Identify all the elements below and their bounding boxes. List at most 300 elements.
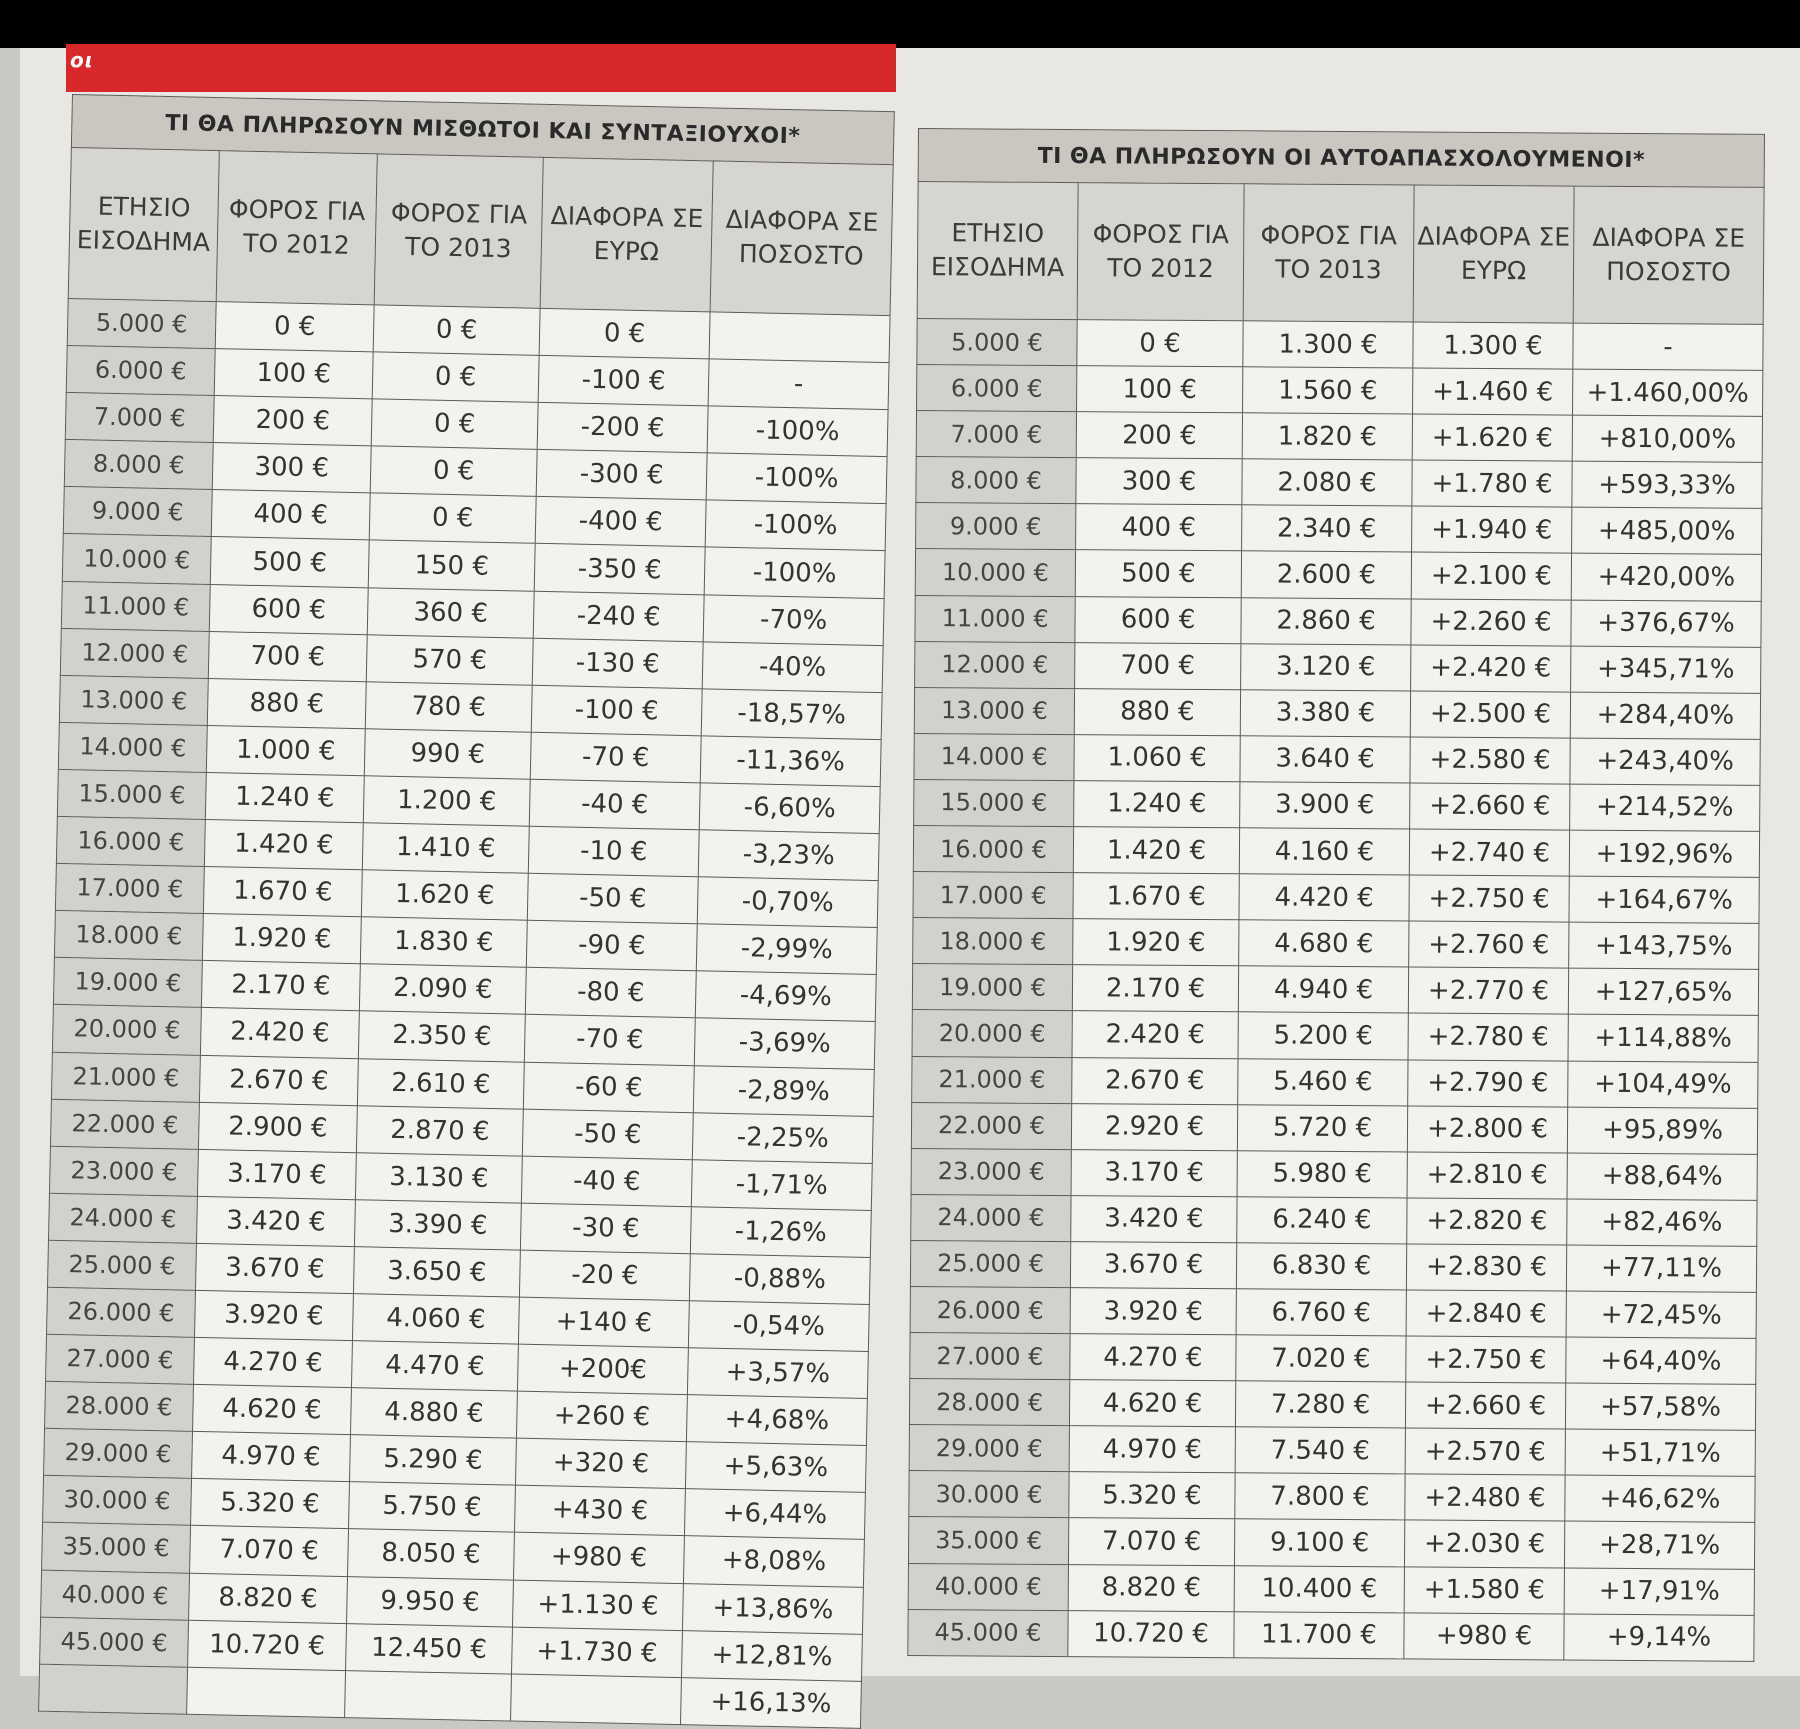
tax-2012-cell: 200 € (213, 396, 372, 446)
income-cell: 6.000 € (917, 365, 1077, 412)
tax-2012-cell: 300 € (212, 443, 371, 493)
tax-2013-cell (345, 1670, 512, 1721)
tax-2013-cell: 4.160 € (1239, 828, 1409, 875)
salaried-tax-table (38, 94, 895, 1729)
tax-2012-cell: 4.270 € (1070, 1334, 1236, 1381)
tax-2012-cell: 2.900 € (198, 1102, 357, 1152)
table-row (914, 687, 1760, 739)
diff-percent-cell: +243,40% (1570, 738, 1760, 785)
tax-2012-cell: 3.670 € (1070, 1241, 1236, 1288)
tax-2012-cell: 1.420 € (1073, 827, 1239, 874)
section-red-band (66, 44, 896, 92)
tax-2013-cell: 3.120 € (1241, 643, 1411, 690)
tax-2013-cell: 2.860 € (1241, 597, 1411, 644)
diff-percent-cell: +95,89% (1567, 1107, 1757, 1154)
header-tax-2013: ΦΟΡΟΣ ΓΙΑ ΤΟ 2013 (1243, 184, 1414, 322)
diff-euro-cell: +1.580 € (1404, 1566, 1564, 1613)
diff-percent-cell: -2,99% (696, 924, 877, 975)
table-row (908, 1517, 1754, 1569)
tax-2012-cell: 880 € (1074, 688, 1240, 735)
section-kicker: οι (70, 48, 94, 72)
income-cell: 23.000 € (49, 1146, 198, 1196)
tax-2013-cell: 6.240 € (1237, 1197, 1407, 1244)
diff-percent-cell: +64,40% (1566, 1337, 1756, 1384)
diff-euro-cell: +2.480 € (1405, 1474, 1565, 1521)
table-row (911, 1102, 1757, 1154)
tax-2013-cell: 5.200 € (1238, 1012, 1408, 1059)
tax-2013-cell: 2.090 € (359, 964, 526, 1015)
diff-euro-cell: +980 € (513, 1533, 684, 1584)
income-cell: 18.000 € (913, 918, 1073, 965)
tax-2013-cell: 0 € (371, 399, 538, 450)
diff-euro-cell: +2.420 € (1411, 645, 1571, 692)
diff-euro-cell: 0 € (539, 308, 710, 359)
income-cell: 35.000 € (908, 1517, 1068, 1564)
diff-percent-cell: +284,40% (1570, 692, 1760, 739)
diff-euro-cell: -40 € (529, 779, 700, 830)
table-row (915, 641, 1761, 693)
diff-percent-cell: +420,00% (1571, 554, 1761, 601)
diff-percent-cell: +104,49% (1568, 1061, 1758, 1108)
header-diff-euro: ΔΙΑΦΟΡΑ ΣΕ ΕΥΡΩ (540, 157, 713, 312)
diff-euro-cell: -240 € (533, 591, 704, 642)
diff-percent-cell: -100% (706, 453, 887, 504)
diff-percent-cell: +192,96% (1569, 830, 1759, 877)
income-cell: 35.000 € (42, 1523, 191, 1573)
tax-2013-cell: 12.450 € (346, 1623, 513, 1674)
table-row (914, 779, 1760, 831)
tax-2013-cell: 2.340 € (1242, 505, 1412, 552)
income-cell: 24.000 € (911, 1194, 1071, 1241)
tax-2013-cell: 1.560 € (1243, 367, 1413, 414)
header-annual-income: ΕΤΗΣΙΟ ΕΙΣΟΔΗΜΑ (917, 182, 1078, 320)
income-cell: 5.000 € (67, 298, 216, 348)
diff-percent-cell: +593,33% (1572, 461, 1762, 508)
table-row (916, 457, 1762, 509)
tax-2013-cell: 1.620 € (361, 870, 528, 921)
header-tax-2013: ΦΟΡΟΣ ΓΙΑ ΤΟ 2013 (374, 154, 543, 308)
income-cell: 25.000 € (910, 1240, 1070, 1287)
diff-percent-cell: -11,36% (700, 736, 881, 787)
diff-percent-cell: -2,89% (693, 1065, 874, 1116)
income-cell: 14.000 € (914, 733, 1074, 780)
table-row (913, 826, 1759, 878)
income-cell: 18.000 € (54, 911, 203, 961)
tax-2013-cell: 0 € (369, 493, 536, 544)
tax-2013-cell: 3.380 € (1240, 690, 1410, 737)
tax-2013-cell: 5.750 € (349, 1482, 516, 1533)
table-row (913, 918, 1759, 970)
tax-2013-cell: 3.900 € (1240, 782, 1410, 829)
income-cell: 9.000 € (63, 487, 212, 537)
tax-2012-cell: 1.670 € (203, 867, 362, 917)
table-row (910, 1286, 1756, 1338)
income-cell: 11.000 € (915, 595, 1075, 642)
diff-percent-cell: -6,60% (699, 783, 880, 834)
income-cell: 17.000 € (913, 872, 1073, 919)
tax-2012-cell: 500 € (210, 537, 369, 587)
income-cell: 29.000 € (44, 1428, 193, 1478)
income-cell: 13.000 € (914, 687, 1074, 734)
table-row (913, 872, 1759, 924)
diff-percent-cell: -70% (703, 594, 884, 645)
diff-percent-cell: +6,44% (684, 1489, 865, 1540)
income-cell: 6.000 € (66, 346, 215, 396)
income-cell: 28.000 € (909, 1379, 1069, 1426)
income-cell: 24.000 € (48, 1193, 197, 1243)
tax-2013-cell: 7.540 € (1235, 1427, 1405, 1474)
diff-percent-cell: +51,71% (1565, 1429, 1755, 1476)
diff-percent-cell: +28,71% (1564, 1521, 1754, 1568)
diff-euro-cell: -200 € (537, 403, 708, 454)
income-cell: 22.000 € (911, 1102, 1071, 1149)
diff-euro-cell: +2.500 € (1410, 691, 1570, 738)
tax-2012-cell: 8.820 € (1068, 1564, 1234, 1611)
diff-percent-cell: +12,81% (681, 1630, 862, 1681)
income-cell: 30.000 € (43, 1476, 192, 1526)
tax-2012-cell: 1.920 € (202, 914, 361, 964)
tax-2012-cell: 3.670 € (195, 1243, 354, 1293)
tax-2013-cell: 4.470 € (351, 1341, 518, 1392)
tax-2012-cell: 2.670 € (1072, 1057, 1238, 1104)
tax-2012-cell: 4.270 € (194, 1337, 353, 1387)
diff-percent-cell: +1.460,00% (1573, 369, 1763, 416)
tax-2012-cell: 500 € (1075, 550, 1241, 597)
tax-2013-cell: 4.880 € (350, 1388, 517, 1439)
tax-2013-cell: 990 € (364, 729, 531, 780)
diff-euro-cell: +2.030 € (1404, 1520, 1564, 1567)
header-annual-income: ΕΤΗΣΙΟ ΕΙΣΟΔΗΜΑ (68, 147, 219, 301)
tax-2012-cell: 2.170 € (1072, 965, 1238, 1012)
diff-euro-cell: -70 € (524, 1015, 695, 1066)
diff-euro-cell: +2.100 € (1411, 552, 1571, 599)
diff-euro-cell: +140 € (518, 1297, 689, 1348)
income-cell: 5.000 € (917, 318, 1077, 365)
diff-euro-cell: +2.750 € (1409, 875, 1569, 922)
tax-2013-cell: 7.800 € (1235, 1473, 1405, 1520)
diff-euro-cell: +1.780 € (1412, 460, 1572, 507)
tax-2012-cell: 1.920 € (1073, 919, 1239, 966)
tax-2013-cell: 4.060 € (352, 1294, 519, 1345)
diff-percent-cell: +345,71% (1571, 646, 1761, 693)
table-row (911, 1148, 1757, 1200)
income-cell: 12.000 € (60, 628, 209, 678)
income-cell: 15.000 € (57, 769, 206, 819)
diff-euro-cell: +2.660 € (1410, 783, 1570, 830)
tax-2012-cell: 100 € (214, 349, 373, 399)
income-cell: 14.000 € (58, 722, 207, 772)
tax-2013-cell: 9.100 € (1234, 1519, 1404, 1566)
income-cell: 7.000 € (65, 393, 214, 443)
header-diff-percent: ΔΙΑΦΟΡΑ ΣΕ ΠΟΣΟΣΤΟ (710, 161, 893, 316)
diff-percent-cell: +57,58% (1565, 1383, 1755, 1430)
diff-euro-cell: +320 € (515, 1438, 686, 1489)
tax-2012-cell: 600 € (1075, 596, 1241, 643)
tax-2012-cell: 8.820 € (189, 1573, 348, 1623)
tax-2013-cell: 5.460 € (1238, 1058, 1408, 1105)
tax-2012-cell: 1.240 € (1074, 781, 1240, 828)
income-cell: 40.000 € (41, 1570, 190, 1620)
tax-2012-cell: 2.420 € (200, 1008, 359, 1058)
diff-percent-cell: -0,88% (689, 1254, 870, 1305)
diff-euro-cell: -70 € (530, 732, 701, 783)
income-cell: 45.000 € (908, 1609, 1068, 1656)
income-cell: 15.000 € (914, 779, 1074, 826)
income-cell: 20.000 € (52, 1005, 201, 1055)
diff-percent-cell: +17,91% (1564, 1568, 1754, 1615)
tax-2013-cell: 150 € (368, 540, 535, 591)
tax-2013-cell: 0 € (373, 305, 540, 356)
income-cell: 9.000 € (916, 503, 1076, 550)
tax-2012-cell: 3.170 € (1071, 1149, 1237, 1196)
diff-percent-cell: - (708, 359, 889, 410)
diff-percent-cell: +46,62% (1565, 1475, 1755, 1522)
diff-euro-cell: +2.660 € (1405, 1382, 1565, 1429)
tax-2012-cell: 700 € (1075, 642, 1241, 689)
tax-2013-cell: 2.610 € (357, 1058, 524, 1109)
income-cell: 25.000 € (48, 1240, 197, 1290)
diff-percent-cell: +77,11% (1566, 1245, 1756, 1292)
diff-euro-cell: -10 € (528, 826, 699, 877)
diff-euro-cell: -40 € (521, 1156, 692, 1207)
tax-2012-cell: 4.620 € (1069, 1380, 1235, 1427)
tax-2012-cell: 1.000 € (206, 725, 365, 775)
tax-2012-cell: 3.420 € (1071, 1195, 1237, 1242)
table-row (917, 318, 1763, 370)
diff-euro-cell: +2.790 € (1408, 1059, 1568, 1106)
tax-2013-cell: 6.760 € (1236, 1289, 1406, 1336)
table-row (912, 1056, 1758, 1108)
tax-2013-cell: 5.290 € (349, 1435, 516, 1486)
diff-percent-cell: +810,00% (1572, 415, 1762, 462)
diff-euro-cell: +1.130 € (512, 1580, 683, 1631)
header-tax-2012: ΦΟΡΟΣ ΓΙΑ ΤΟ 2012 (216, 151, 377, 305)
diff-euro-cell: +2.800 € (1407, 1106, 1567, 1153)
income-cell: 17.000 € (55, 863, 204, 913)
income-cell: 26.000 € (47, 1287, 196, 1337)
tax-2013-cell: 10.400 € (1234, 1565, 1404, 1612)
tax-2012-cell: 0 € (1077, 320, 1243, 367)
diff-euro-cell: +200€ (517, 1344, 688, 1395)
diff-euro-cell: 1.300 € (1413, 322, 1573, 369)
tax-2013-cell: 3.650 € (353, 1247, 520, 1298)
diff-percent-cell: +5,63% (685, 1442, 866, 1493)
tax-2012-cell: 4.970 € (192, 1432, 351, 1482)
diff-euro-cell: -400 € (535, 497, 706, 548)
diff-euro-cell: +2.770 € (1408, 967, 1568, 1014)
tax-2012-cell: 5.320 € (1069, 1472, 1235, 1519)
diff-percent-cell: +114,88% (1568, 1014, 1758, 1061)
diff-percent-cell: +8,08% (683, 1536, 864, 1587)
diff-euro-cell: -50 € (527, 873, 698, 924)
income-cell: 16.000 € (913, 826, 1073, 873)
income-cell: 19.000 € (912, 964, 1072, 1011)
tax-2012-cell: 5.320 € (191, 1479, 350, 1529)
tax-2013-cell: 780 € (365, 682, 532, 733)
diff-euro-cell: +2.580 € (1410, 737, 1570, 784)
tax-2012-cell: 2.920 € (1071, 1103, 1237, 1150)
table-row (912, 1010, 1758, 1062)
tax-2012-cell: 1.060 € (1074, 734, 1240, 781)
income-cell: 19.000 € (53, 958, 202, 1008)
tax-2012-cell: 3.170 € (197, 1149, 356, 1199)
tax-2013-cell: 7.020 € (1236, 1335, 1406, 1382)
tax-2012-cell: 3.920 € (1070, 1288, 1236, 1335)
tax-2013-cell: 7.280 € (1235, 1381, 1405, 1428)
diff-euro-cell: +260 € (516, 1391, 687, 1442)
income-cell: 28.000 € (45, 1381, 194, 1431)
tax-2012-cell: 2.420 € (1072, 1011, 1238, 1058)
diff-euro-cell: +1.460 € (1413, 368, 1573, 415)
diff-euro-cell: +2.830 € (1406, 1244, 1566, 1291)
tax-2013-cell: 1.830 € (360, 917, 527, 968)
tax-2013-cell: 9.950 € (347, 1576, 514, 1627)
income-cell: 26.000 € (910, 1286, 1070, 1333)
tax-2013-cell: 4.420 € (1239, 874, 1409, 921)
diff-percent-cell: +164,67% (1569, 876, 1759, 923)
diff-euro-cell: +2.740 € (1409, 829, 1569, 876)
income-cell: 7.000 € (916, 411, 1076, 458)
tax-2013-cell: 1.200 € (363, 776, 530, 827)
tax-2013-cell: 2.350 € (358, 1011, 525, 1062)
table-row (909, 1425, 1755, 1477)
income-cell: 10.000 € (915, 549, 1075, 596)
diff-percent-cell (709, 312, 890, 363)
table-row (910, 1333, 1756, 1385)
tax-2013-cell: 5.720 € (1237, 1104, 1407, 1151)
income-cell: 12.000 € (915, 641, 1075, 688)
diff-percent-cell: -0,54% (688, 1301, 869, 1352)
income-cell: 16.000 € (56, 816, 205, 866)
diff-percent-cell: +143,75% (1569, 922, 1759, 969)
diff-euro-cell (511, 1674, 682, 1725)
table-row (917, 365, 1763, 417)
diff-percent-cell: +376,67% (1571, 600, 1761, 647)
tax-2013-cell: 3.390 € (354, 1199, 521, 1250)
diff-euro-cell: +2.570 € (1405, 1428, 1565, 1475)
income-cell: 23.000 € (911, 1148, 1071, 1195)
income-cell: 20.000 € (912, 1010, 1072, 1057)
diff-percent-cell: -4,69% (695, 971, 876, 1022)
tax-2013-cell: 1.410 € (362, 823, 529, 874)
tax-2012-cell: 400 € (1076, 504, 1242, 551)
diff-euro-cell: +1.940 € (1412, 506, 1572, 553)
header-diff-percent: ΔΙΑΦΟΡΑ ΣΕ ΠΟΣΟΣΤΟ (1573, 186, 1764, 324)
income-cell: 27.000 € (46, 1334, 195, 1384)
income-cell: 10.000 € (62, 534, 211, 584)
diff-euro-cell: +2.760 € (1409, 921, 1569, 968)
tax-2013-cell: 360 € (367, 587, 534, 638)
table-row (910, 1240, 1756, 1292)
diff-percent-cell: -3,69% (694, 1018, 875, 1069)
tax-2013-cell: 6.830 € (1236, 1243, 1406, 1290)
diff-percent-cell: -1,71% (691, 1159, 872, 1210)
diff-percent-cell: +16,13% (680, 1677, 861, 1728)
tax-2012-cell (187, 1667, 346, 1717)
tax-2013-cell: 4.940 € (1238, 966, 1408, 1013)
tax-2013-cell: 2.870 € (356, 1105, 523, 1156)
tax-2012-cell: 200 € (1076, 412, 1242, 459)
diff-euro-cell: -30 € (520, 1203, 691, 1254)
tax-2012-cell: 0 € (215, 302, 374, 352)
diff-percent-cell: +82,46% (1567, 1199, 1757, 1246)
table-row (911, 1194, 1757, 1246)
tax-2012-cell: 3.920 € (194, 1290, 353, 1340)
diff-percent-cell: -1,26% (690, 1206, 871, 1257)
income-cell: 45.000 € (40, 1617, 189, 1667)
tax-2013-cell: 5.980 € (1237, 1150, 1407, 1197)
diff-euro-cell: -80 € (525, 968, 696, 1019)
diff-euro-cell: -20 € (519, 1250, 690, 1301)
diff-euro-cell: +2.820 € (1407, 1198, 1567, 1245)
tax-2013-cell: 2.600 € (1241, 551, 1411, 598)
diff-percent-cell: +13,86% (682, 1583, 863, 1634)
diff-euro-cell: +2.750 € (1406, 1336, 1566, 1383)
diff-percent-cell: - (1573, 323, 1763, 370)
tax-2012-cell: 600 € (209, 584, 368, 634)
tax-2013-cell: 0 € (370, 446, 537, 497)
self-employed-tax-table (907, 128, 1765, 1662)
table-row (916, 503, 1762, 555)
diff-percent-cell: -100% (705, 500, 886, 551)
income-cell: 21.000 € (912, 1056, 1072, 1103)
tax-2012-cell: 700 € (208, 631, 367, 681)
tax-2012-cell: 4.970 € (1069, 1426, 1235, 1473)
diff-euro-cell: -50 € (522, 1109, 693, 1160)
diff-percent-cell: +127,65% (1568, 968, 1758, 1015)
income-cell (39, 1664, 188, 1714)
salaried-table-title: ΤΙ ΘΑ ΠΛΗΡΩΣΟΥΝ ΜΙΣΘΩΤΟΙ ΚΑΙ ΣΥΝΤΑΞΙΟΥΧΟΙ* (71, 95, 894, 165)
income-cell: 8.000 € (916, 457, 1076, 504)
tax-2012-cell: 10.720 € (1068, 1610, 1234, 1657)
income-cell: 11.000 € (61, 581, 210, 631)
tax-2012-cell: 3.420 € (196, 1196, 355, 1246)
top-black-bar (0, 0, 1800, 48)
diff-percent-cell: +3,57% (687, 1348, 868, 1399)
tax-2013-cell: 8.050 € (348, 1529, 515, 1580)
diff-percent-cell: -40% (702, 641, 883, 692)
tax-2012-cell: 10.720 € (188, 1620, 347, 1670)
income-cell: 8.000 € (64, 440, 213, 490)
diff-euro-cell: -100 € (538, 355, 709, 406)
diff-percent-cell: -3,23% (698, 830, 879, 881)
diff-euro-cell: +2.840 € (1406, 1290, 1566, 1337)
table-row (912, 964, 1758, 1016)
table-row (908, 1609, 1754, 1661)
income-cell: 22.000 € (50, 1099, 199, 1149)
diff-percent-cell: +9,14% (1564, 1614, 1754, 1661)
diff-percent-cell: +72,45% (1566, 1291, 1756, 1338)
tax-2012-cell: 400 € (211, 490, 370, 540)
tax-2013-cell: 0 € (372, 352, 539, 403)
diff-euro-cell: +2.810 € (1407, 1152, 1567, 1199)
income-cell: 29.000 € (909, 1425, 1069, 1472)
table-row (915, 549, 1761, 601)
diff-euro-cell: +980 € (1404, 1613, 1564, 1660)
diff-euro-cell: -100 € (531, 685, 702, 736)
table-row (914, 733, 1760, 785)
income-cell: 30.000 € (909, 1471, 1069, 1518)
tax-2013-cell: 1.820 € (1242, 413, 1412, 460)
diff-euro-cell: -60 € (523, 1062, 694, 1113)
diff-percent-cell: +214,52% (1570, 784, 1760, 831)
diff-euro-cell: +1.730 € (512, 1627, 683, 1678)
table-row (909, 1471, 1755, 1523)
income-cell: 40.000 € (908, 1563, 1068, 1610)
diff-percent-cell: -100% (704, 547, 885, 598)
diff-euro-cell: -90 € (526, 920, 697, 971)
diff-percent-cell: +88,64% (1567, 1153, 1757, 1200)
